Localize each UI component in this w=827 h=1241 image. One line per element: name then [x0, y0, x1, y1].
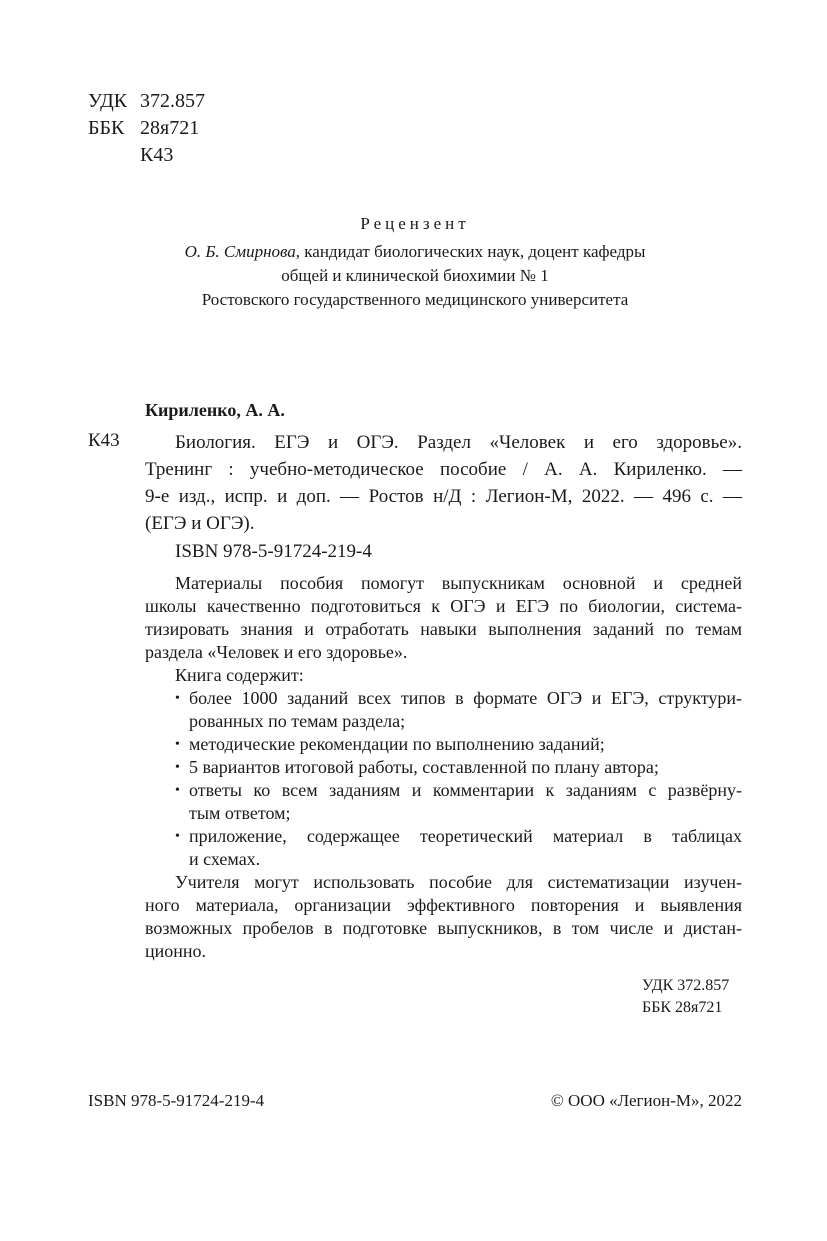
copyright-notice: © ООО «Легион-М», 2022 — [550, 1091, 742, 1110]
reviewer-line-1 — [150, 240, 680, 264]
isbn-record: ISBN 978-5-91724-219-4 — [175, 541, 372, 562]
classification-codes-bottom — [642, 975, 729, 1019]
annotation-line: тизировать знания и отработать навыки выполнения заданий по темам — [145, 619, 742, 639]
bullet-icon: • — [175, 737, 180, 752]
list-item-continuation: тым ответом; — [189, 803, 291, 823]
footer-isbn: ISBN 978-5-91724-219-4 — [88, 1091, 265, 1110]
biblio-line: Тренинг : учебно-методическое пособие / А. А. Кириленко. — — [145, 459, 742, 480]
udk-label: УДК — [88, 90, 128, 112]
annotation-line: раздела «Человек и его здоровье». — [145, 642, 408, 662]
list-item — [145, 756, 742, 779]
annotation-line: ного материала, организации эффективного повторения и выявления — [145, 895, 742, 915]
list-item-text: 5 вариантов итоговой работы, составленной по плану автора; — [189, 757, 659, 777]
reviewer-block — [150, 212, 680, 312]
bullet-icon: • — [175, 760, 180, 775]
reviewer-line-3: Ростовского государственного медицинского университета — [201, 290, 629, 309]
bullet-icon: • — [175, 691, 180, 706]
udk-code: УДК 372.857 — [642, 977, 730, 994]
bbk-row — [88, 115, 205, 142]
annotation-line: школы качественно подготовиться к ОГЭ и ЕГЭ по биологии, система- — [145, 596, 742, 616]
author-mark: К43 — [88, 430, 120, 451]
reviewer-line-2: общей и клинической биохимии № 1 — [281, 266, 549, 285]
list-item — [145, 779, 742, 802]
reviewer-heading: Рецензент — [360, 214, 470, 233]
reviewer-name: О. Б. Смирнова — [184, 242, 296, 261]
author-mark-top: К43 — [140, 144, 174, 166]
list-item — [145, 733, 742, 756]
udk-value: 372.857 — [140, 90, 205, 112]
contents-heading: Книга содержит: — [175, 665, 304, 685]
biblio-line: 9-е изд., испр. и доп. — Ростов н/Д : Легион-М, 2022. — 496 с. — — [145, 486, 742, 507]
annotation-line: ционно. — [145, 941, 207, 961]
list-item-text: ответы ко всем заданиям и комментарии к заданиям с развёрну- — [189, 780, 742, 800]
list-item-continuation: рованных по темам раздела; — [189, 711, 406, 731]
list-item — [145, 825, 742, 848]
udk-row — [88, 88, 205, 115]
biblio-line: Биология. ЕГЭ и ОГЭ. Раздел «Человек и его здоровье». — [175, 432, 742, 453]
bbk-value: 28я721 — [140, 117, 200, 139]
reviewer-credentials: , кандидат биологических наук, доцент кафедры — [295, 242, 646, 261]
list-item-text: более 1000 заданий всех типов в формате ОГЭ и ЕГЭ, структури- — [189, 688, 742, 708]
list-item-text: приложение, содержащее теоретический материал в таблицах — [189, 826, 742, 846]
bbk-label: ББК — [88, 117, 125, 139]
classification-codes-top — [88, 88, 205, 169]
annotation-line: Учителя могут использовать пособие для систематизации изучен- — [175, 872, 742, 892]
annotation-line: Материалы пособия помогут выпускникам основной и средней — [175, 573, 742, 593]
author-heading: Кириленко, А. А. — [145, 400, 285, 420]
bbk-code: ББК 28я721 — [642, 999, 723, 1016]
list-item-continuation: и схемах. — [189, 849, 261, 869]
annotation — [145, 572, 742, 963]
bullet-icon: • — [175, 783, 180, 798]
list-item — [145, 687, 742, 710]
biblio-line: (ЕГЭ и ОГЭ). — [145, 513, 255, 534]
bibliographic-description — [145, 429, 742, 537]
list-item-text: методические рекомендации по выполнению заданий; — [189, 734, 605, 754]
annotation-line: возможных пробелов в подготовке выпускников, в том числе и дистан- — [145, 918, 742, 938]
bullet-icon: • — [175, 829, 180, 844]
